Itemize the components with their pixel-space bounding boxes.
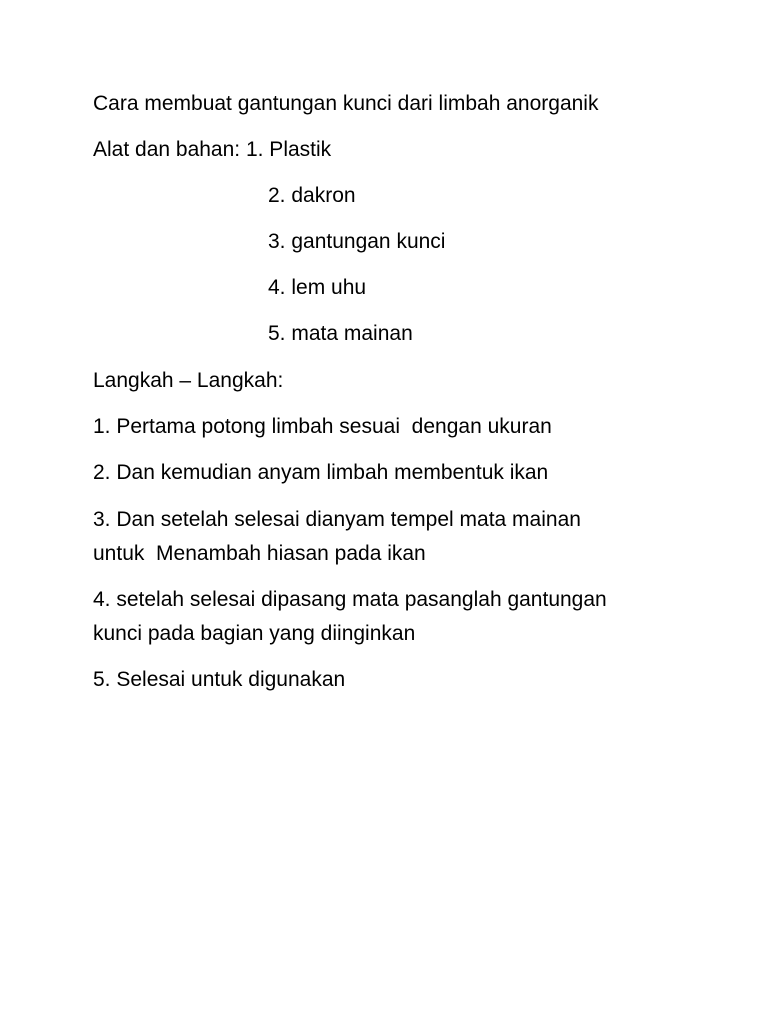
materials-item: 4. lem uhu — [268, 276, 367, 299]
materials-item: 2. dakron — [268, 184, 356, 207]
step-item: 1. Pertama potong limbah sesuai dengan ukuran — [93, 415, 552, 438]
step-item: 3. Dan setelah selesai dianyam tempel mata mainan — [93, 508, 581, 531]
document-title: Cara membuat gantungan kunci dari limbah anorganik — [93, 92, 599, 115]
materials-item: 5. mata mainan — [268, 322, 413, 345]
materials-item: 3. gantungan kunci — [268, 230, 446, 253]
steps-label: Langkah – Langkah: — [93, 369, 284, 392]
step-item-continuation: untuk Menambah hiasan pada ikan — [93, 542, 426, 565]
step-item: 4. setelah selesai dipasang mata pasanglah gantungan — [93, 588, 607, 611]
step-item: 5. Selesai untuk digunakan — [93, 668, 346, 691]
materials-label: Alat dan bahan: 1. Plastik — [93, 138, 332, 161]
step-item: 2. Dan kemudian anyam limbah membentuk ikan — [93, 461, 549, 484]
step-item-continuation: kunci pada bagian yang diinginkan — [93, 622, 416, 645]
